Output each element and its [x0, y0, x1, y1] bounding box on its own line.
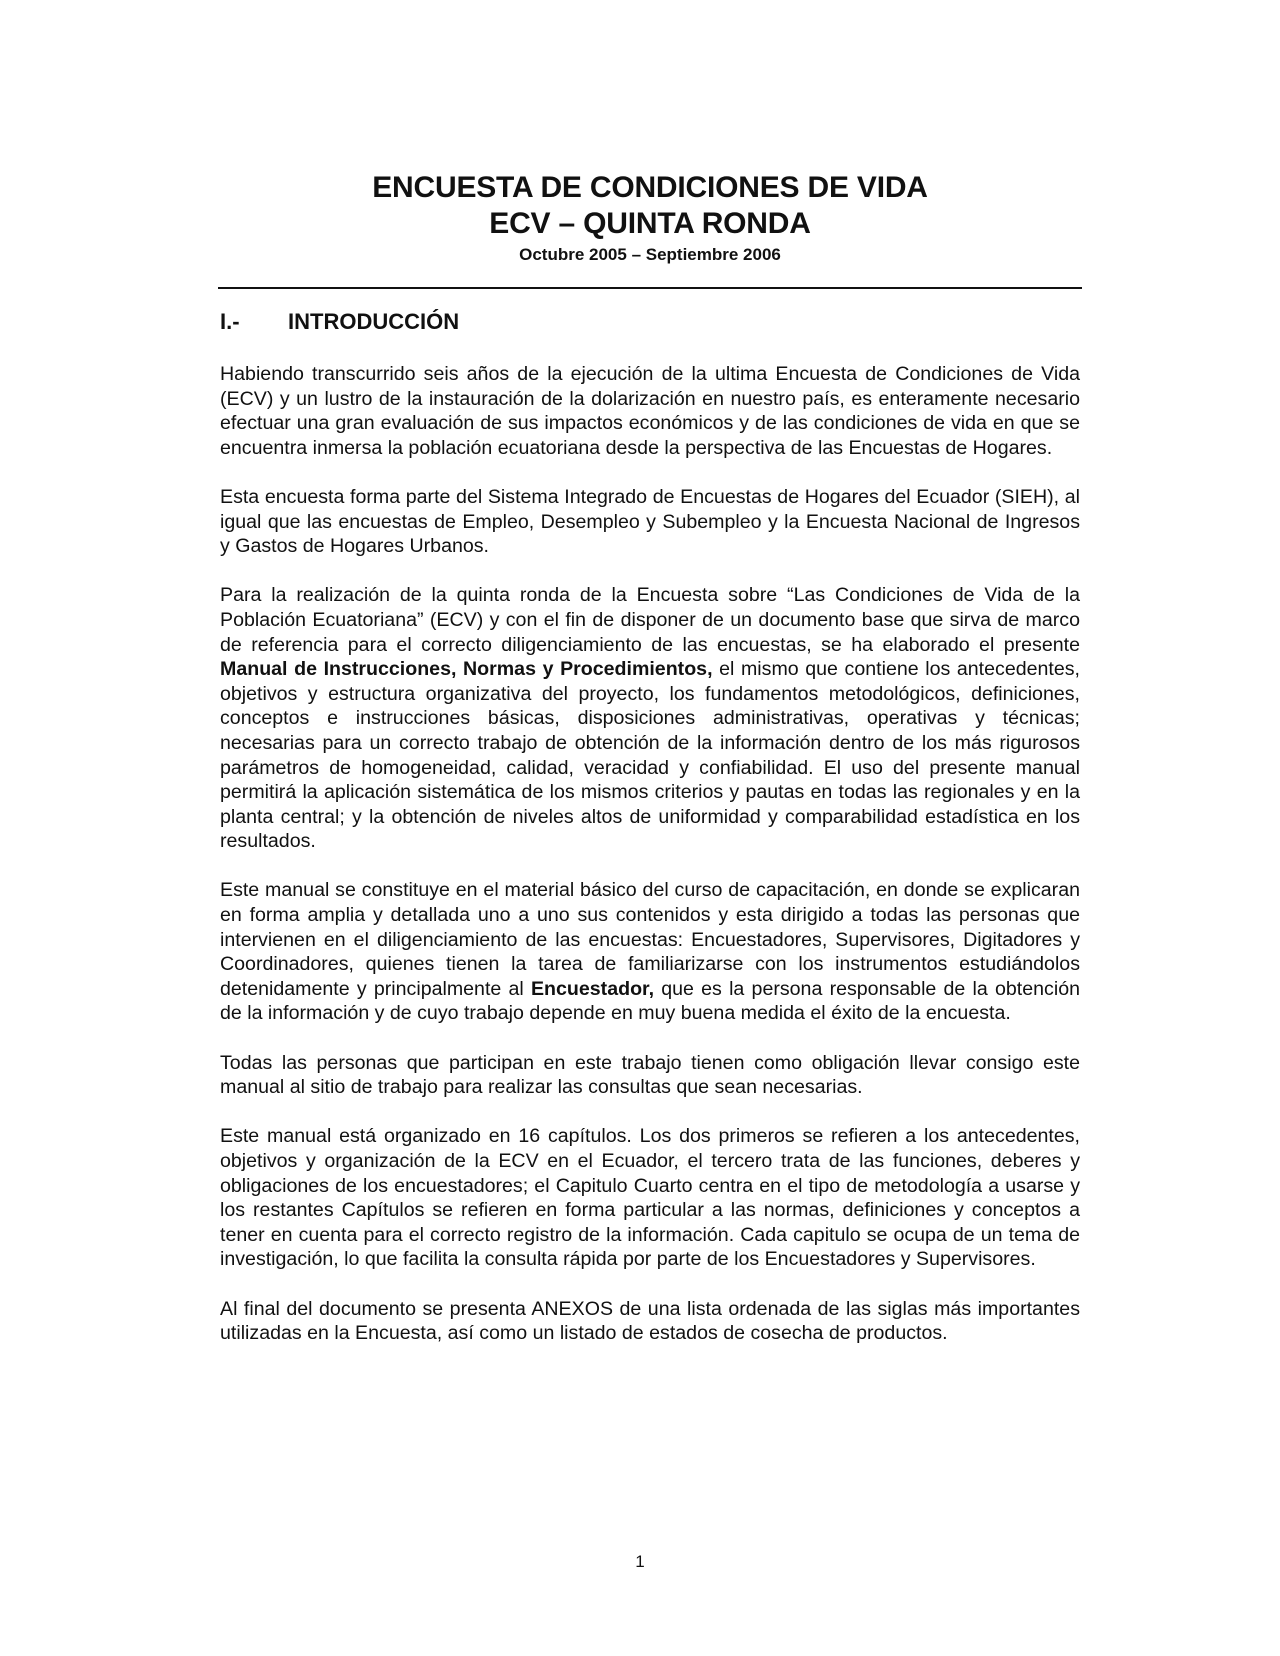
body-text — [220, 362, 1080, 1370]
section-title: INTRODUCCIÓN — [288, 309, 460, 334]
document-title: ENCUESTA DE CONDICIONES DE VIDA — [372, 171, 928, 204]
paragraph-1: Habiendo transcurrido seis años de la ejecución de la ultima Encuesta de Condiciones de Vida (ECV) y un lustro de la instauración de la dolarización en nuestro país, es enteramente necesario efectuar una gran evaluación de sus impactos económicos y de las condiciones de vida en que se encuentra inmersa la población ecuatoriana desde la perspectiva de las Encuestas de Hogares. — [220, 363, 1080, 459]
section-heading — [220, 308, 459, 336]
document-subtitle: ECV – QUINTA RONDA — [489, 207, 811, 240]
paragraph-3-start: Para la realización de la quinta ronda de la Encuesta sobre “Las Condiciones de Vida de la Población Ecuatoriana” (ECV) y con el fin de disponer de un documento base que sirva de marco de referencia para el correcto diligenciamiento de las encuestas, se ha elaborado el presente — [220, 584, 1080, 656]
paragraph-2: Esta encuesta forma parte del Sistema Integrado de Encuestas de Hogares del Ecuador (SIEH), al igual que las encuestas de Empleo, Desempleo y Subempleo y la Encuesta Nacional de Ingresos y Gastos de Hogares Urbanos. — [220, 485, 1080, 558]
paragraph-4-start: Este manual se constituye en el material básico del curso de capacitación, en donde se explicaran en forma amplia y detallada uno a uno sus contenidos y esta dirigido a todas las personas que intervienen en el diligenciamiento de las encuestas: Encuestadores, Supervisores, Digitadores y Coordinadores, quienes tienen la tarea de familiarizarse con los instrumentos estudiándolos detenidamente y principalmente al — [220, 879, 1080, 1000]
paragraph-6: Este manual está organizado en 16 capítulos. Los dos primeros se refieren a los antecedentes, objetivos y organización de la ECV en el Ecuador, el tercero trata de las funciones, deberes y obligaciones de los encuestadores; el Capitulo Cuarto centra en el tipo de metodología a usarse y los restantes Capítulos se refieren en forma particular a las normas, definiciones y conceptos a tener en cuenta para el correcto registro de la información. Cada capitulo se ocupa de un tema de investigación, lo que facilita la consulta rápida por parte de los Encuestadores y Supervisores. — [220, 1125, 1080, 1271]
paragraph-4 — [220, 878, 1080, 1026]
encuestador-emphasis: Encuestador, — [530, 977, 655, 1000]
manual-title-emphasis: Manual de Instrucciones, Normas y Procedimientos, — [220, 658, 713, 681]
paragraph-3 — [220, 583, 1080, 854]
date-range: Octubre 2005 – Septiembre 2006 — [519, 245, 781, 264]
paragraph-4-end: que es la persona responsable de la obtención de la información y de cuyo trabajo depende en muy buena medida el éxito de la encuesta. — [220, 977, 1080, 1025]
page-number: 1 — [635, 1552, 645, 1571]
section-number: I.- — [220, 309, 240, 334]
paragraph-3-end: el mismo que contiene los antecedentes, objetivos y estructura organizativa del proyecto, los fundamentos metodológicos, definiciones, conceptos e instrucciones básicas, disposiciones administrativas, operativas y técnicas; necesarias para un correcto trabajo de obtención de la información dentro de los más rigurosos parámetros de homogeneidad, calidad, veracidad y confiabilidad. El uso del presente manual permitirá la aplicación sistemática de los mismos criterios y pautas en todas las regionales y en la planta central; y la obtención de niveles altos de uniformidad y comparabilidad estadística en los resultados. — [220, 658, 1080, 853]
title-block — [218, 170, 1082, 266]
title-divider — [218, 287, 1082, 289]
paragraph-5: Todas las personas que participan en este trabajo tienen como obligación llevar consigo este manual al sitio de trabajo para realizar las consultas que sean necesarias. — [220, 1051, 1080, 1099]
paragraph-7: Al final del documento se presenta ANEXOS de una lista ordenada de las siglas más importantes utilizadas en la Encuesta, así como un listado de estados de cosecha de productos. — [220, 1297, 1080, 1345]
